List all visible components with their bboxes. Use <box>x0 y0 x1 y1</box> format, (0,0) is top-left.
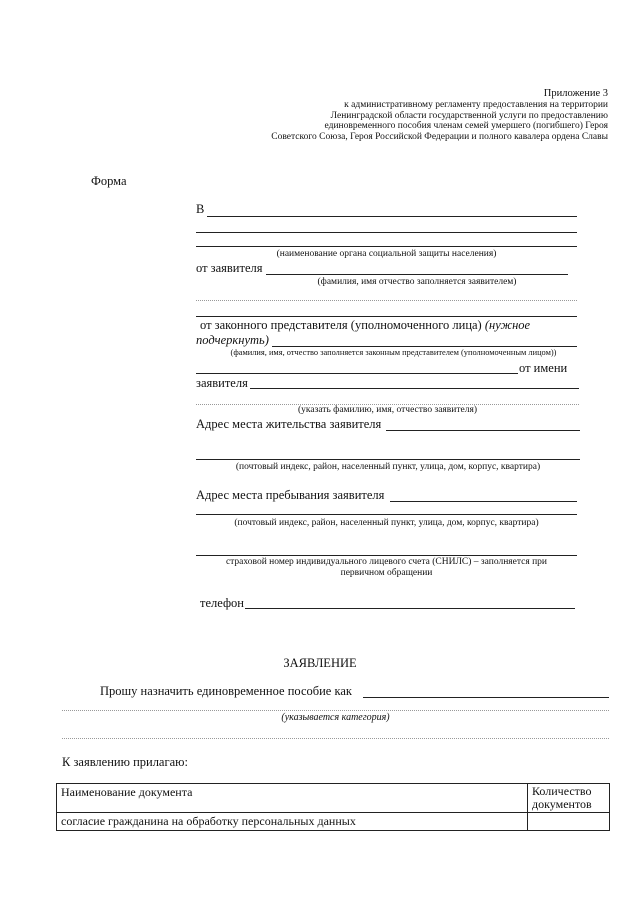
from-applicant-label: от заявителя <box>196 261 263 275</box>
documents-table <box>56 783 610 831</box>
applicant-name-caption: (указать фамилию, имя, отчество заявителя) <box>297 405 477 415</box>
org-field-line-3[interactable] <box>196 246 577 247</box>
applicant-word: заявителя <box>196 376 248 390</box>
applicant-caption: (фамилия, имя отчество заполняется заявителем) <box>317 277 517 287</box>
table-header-row <box>57 784 610 813</box>
representative-field[interactable] <box>272 346 577 347</box>
appendix-line: Советского Союза, Героя Российской Федерации и полного кавалера ордена Славы <box>271 131 608 142</box>
stay-label: Адрес места пребывания заявителя <box>196 488 385 502</box>
request-label: Прошу назначить единовременное пособие как <box>100 684 352 698</box>
category-field[interactable] <box>363 697 609 698</box>
residence-caption: (почтовый индекс, район, населенный пункт, улица, дом, корпус, квартира) <box>235 462 541 472</box>
residence-label: Адрес места жительства заявителя <box>196 417 382 431</box>
category-field-line-3[interactable] <box>62 738 609 739</box>
appendix-line: Ленинградской области государственной услуги по предоставлению <box>330 110 608 121</box>
category-field-line-2[interactable] <box>62 710 609 711</box>
table-cell[interactable] <box>528 813 610 831</box>
org-field[interactable] <box>207 216 577 217</box>
to-prefix: В <box>196 202 205 216</box>
snils-caption-line-1: страховой номер индивидуального лицевого счета (СНИЛС) – заполняется при <box>225 557 548 567</box>
appendix-block <box>188 88 608 142</box>
stay-caption: (почтовый индекс, район, населенный пункт, улица, дом, корпус, квартира) <box>234 518 539 528</box>
attach-label: К заявлению прилагаю: <box>62 755 188 769</box>
category-caption: (указывается категория) <box>281 712 390 723</box>
table-header-cell: Количество документов <box>528 784 610 813</box>
org-field-line-2[interactable] <box>196 232 577 233</box>
appendix-line: к административному регламенту предоставления на территории <box>344 100 608 110</box>
stay-field-line-2[interactable] <box>196 514 577 515</box>
applicant-field-line-2[interactable] <box>196 300 577 301</box>
applicant-field-line-3[interactable] <box>196 316 577 317</box>
stay-field[interactable] <box>390 501 577 502</box>
representative-field-line-2[interactable] <box>196 373 518 374</box>
applicant-name-field[interactable] <box>250 388 579 389</box>
phone-label: телефон <box>200 596 244 610</box>
representative-caption: (фамилия, имя, отчество заполняется законным представителем (уполномоченным лицом)) <box>230 348 557 357</box>
on-behalf-label: от имени <box>519 361 568 375</box>
residence-field[interactable] <box>386 430 580 431</box>
residence-field-line-2[interactable] <box>196 459 580 460</box>
representative-note: (нужное подчеркнуть) <box>196 318 531 347</box>
representative-label <box>196 318 577 348</box>
appendix-title: Приложение 3 <box>543 88 608 99</box>
table-header-cell: Наименование документа <box>57 784 528 813</box>
statement-title: ЗАЯВЛЕНИЕ <box>283 656 357 670</box>
org-caption: (наименование органа социальной защиты населения) <box>276 249 497 259</box>
table-row <box>57 813 610 831</box>
phone-field[interactable] <box>245 608 575 609</box>
applicant-field[interactable] <box>266 274 568 275</box>
table-cell[interactable]: согласие гражданина на обработку персональных данных <box>57 813 528 831</box>
snils-field[interactable] <box>196 555 577 556</box>
representative-text: от законного представителя (уполномоченного лица) <box>200 318 482 332</box>
appendix-line: единовременного пособия членам семей умершего (погибшего) Героя <box>324 121 608 131</box>
form-label: Форма <box>91 174 127 188</box>
snils-caption-line-2: первичном обращении <box>340 567 433 578</box>
snils-caption <box>196 557 577 578</box>
